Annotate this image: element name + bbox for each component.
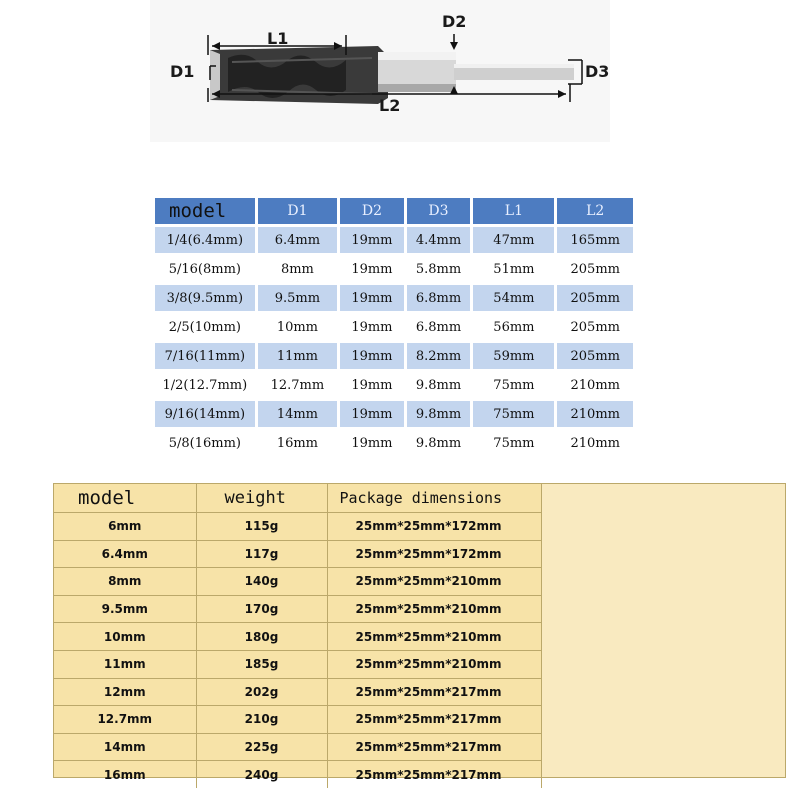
cell-d3: 9.8mm <box>407 372 471 398</box>
cell-model: 3/8(9.5mm) <box>155 285 255 311</box>
table-row <box>155 314 633 340</box>
table-row <box>155 430 633 456</box>
table-row <box>54 513 541 541</box>
cell-weight: 202g <box>196 678 327 706</box>
cell-d1: 9.5mm <box>258 285 337 311</box>
cell-d2: 19mm <box>340 314 404 340</box>
table-row <box>54 706 541 734</box>
cell-model: 16mm <box>54 761 196 788</box>
table-row <box>155 343 633 369</box>
cell-model: 5/16(8mm) <box>155 256 255 282</box>
cell-weight: 240g <box>196 761 327 788</box>
header-weight: weight <box>196 484 327 513</box>
header-l2: L2 <box>557 198 633 224</box>
cell-l2: 210mm <box>557 430 633 456</box>
drill-bit-illustration <box>150 0 610 142</box>
table-row <box>54 733 541 761</box>
cell-weight: 225g <box>196 733 327 761</box>
cell-d3: 6.8mm <box>407 285 471 311</box>
table-row <box>155 401 633 427</box>
cell-package: 25mm*25mm*210mm <box>327 595 541 623</box>
cell-model: 10mm <box>54 623 196 651</box>
cell-model: 11mm <box>54 650 196 678</box>
cell-package: 25mm*25mm*217mm <box>327 733 541 761</box>
cell-weight: 117g <box>196 540 327 568</box>
cell-model: 12mm <box>54 678 196 706</box>
table-row <box>155 256 633 282</box>
header-l1: L1 <box>473 198 554 224</box>
table-row <box>54 568 541 596</box>
cell-model: 1/2(12.7mm) <box>155 372 255 398</box>
cell-d1: 8mm <box>258 256 337 282</box>
cell-l1: 51mm <box>473 256 554 282</box>
cell-model: 2/5(10mm) <box>155 314 255 340</box>
cell-model: 8mm <box>54 568 196 596</box>
cell-model: 6.4mm <box>54 540 196 568</box>
header-d3: D3 <box>407 198 471 224</box>
header-package-dimensions: Package dimensions <box>327 484 541 513</box>
cell-l1: 56mm <box>473 314 554 340</box>
cell-weight: 115g <box>196 513 327 541</box>
cell-d1: 10mm <box>258 314 337 340</box>
header-d1: D1 <box>258 198 337 224</box>
cell-package: 25mm*25mm*217mm <box>327 678 541 706</box>
cell-d2: 19mm <box>340 285 404 311</box>
cell-d2: 19mm <box>340 343 404 369</box>
table-row <box>54 650 541 678</box>
cell-d1: 14mm <box>258 401 337 427</box>
cell-l1: 75mm <box>473 430 554 456</box>
weight-package-grid <box>54 484 542 788</box>
cell-d3: 5.8mm <box>407 256 471 282</box>
table-row <box>54 761 541 788</box>
cell-model: 12.7mm <box>54 706 196 734</box>
cell-d3: 8.2mm <box>407 343 471 369</box>
cell-d1: 16mm <box>258 430 337 456</box>
cell-package: 25mm*25mm*210mm <box>327 568 541 596</box>
header-model: model <box>54 484 196 513</box>
cell-l1: 47mm <box>473 227 554 253</box>
cell-d3: 9.8mm <box>407 430 471 456</box>
cell-package: 25mm*25mm*217mm <box>327 706 541 734</box>
cell-d1: 11mm <box>258 343 337 369</box>
cell-weight: 170g <box>196 595 327 623</box>
cell-package: 25mm*25mm*210mm <box>327 623 541 651</box>
cell-l2: 205mm <box>557 285 633 311</box>
cell-model: 9.5mm <box>54 595 196 623</box>
d3-label: D3 <box>585 62 610 81</box>
cell-package: 25mm*25mm*172mm <box>327 540 541 568</box>
cell-l2: 205mm <box>557 314 633 340</box>
header-model: model <box>155 198 255 224</box>
dimensions-header-row <box>155 198 633 224</box>
cell-d2: 19mm <box>340 430 404 456</box>
cell-weight: 185g <box>196 650 327 678</box>
l1-label: L1 <box>267 29 289 48</box>
cell-d1: 12.7mm <box>258 372 337 398</box>
cell-l2: 205mm <box>557 343 633 369</box>
dimensions-table <box>152 195 636 459</box>
table-row <box>155 372 633 398</box>
cell-d3: 9.8mm <box>407 401 471 427</box>
cell-l1: 75mm <box>473 372 554 398</box>
blank-panel <box>541 484 785 777</box>
cell-model: 5/8(16mm) <box>155 430 255 456</box>
cell-package: 25mm*25mm*210mm <box>327 650 541 678</box>
cell-package: 25mm*25mm*172mm <box>327 513 541 541</box>
cell-d2: 19mm <box>340 227 404 253</box>
cell-weight: 140g <box>196 568 327 596</box>
cell-model: 1/4(6.4mm) <box>155 227 255 253</box>
cell-d1: 6.4mm <box>258 227 337 253</box>
cell-l1: 59mm <box>473 343 554 369</box>
drill-bit-diagram <box>150 0 610 142</box>
cell-d2: 19mm <box>340 372 404 398</box>
cell-d3: 4.4mm <box>407 227 471 253</box>
cell-model: 7/16(11mm) <box>155 343 255 369</box>
cell-d2: 19mm <box>340 401 404 427</box>
weight-package-table <box>53 483 786 782</box>
cell-model: 9/16(14mm) <box>155 401 255 427</box>
cell-model: 6mm <box>54 513 196 541</box>
l2-label: L2 <box>379 96 401 115</box>
table-row <box>54 540 541 568</box>
d2-label: D2 <box>442 12 467 31</box>
cell-package: 25mm*25mm*217mm <box>327 761 541 788</box>
cell-d3: 6.8mm <box>407 314 471 340</box>
cell-weight: 180g <box>196 623 327 651</box>
header-d2: D2 <box>340 198 404 224</box>
table-row <box>155 285 633 311</box>
cell-l2: 165mm <box>557 227 633 253</box>
d1-label: D1 <box>170 62 195 81</box>
cell-weight: 210g <box>196 706 327 734</box>
cell-model: 14mm <box>54 733 196 761</box>
cell-l1: 54mm <box>473 285 554 311</box>
cell-l1: 75mm <box>473 401 554 427</box>
table-row <box>54 595 541 623</box>
cell-l2: 210mm <box>557 401 633 427</box>
cell-l2: 205mm <box>557 256 633 282</box>
table-row <box>155 227 633 253</box>
weight-header-row <box>54 484 541 513</box>
table-row <box>54 623 541 651</box>
cell-l2: 210mm <box>557 372 633 398</box>
cell-d2: 19mm <box>340 256 404 282</box>
table-row <box>54 678 541 706</box>
